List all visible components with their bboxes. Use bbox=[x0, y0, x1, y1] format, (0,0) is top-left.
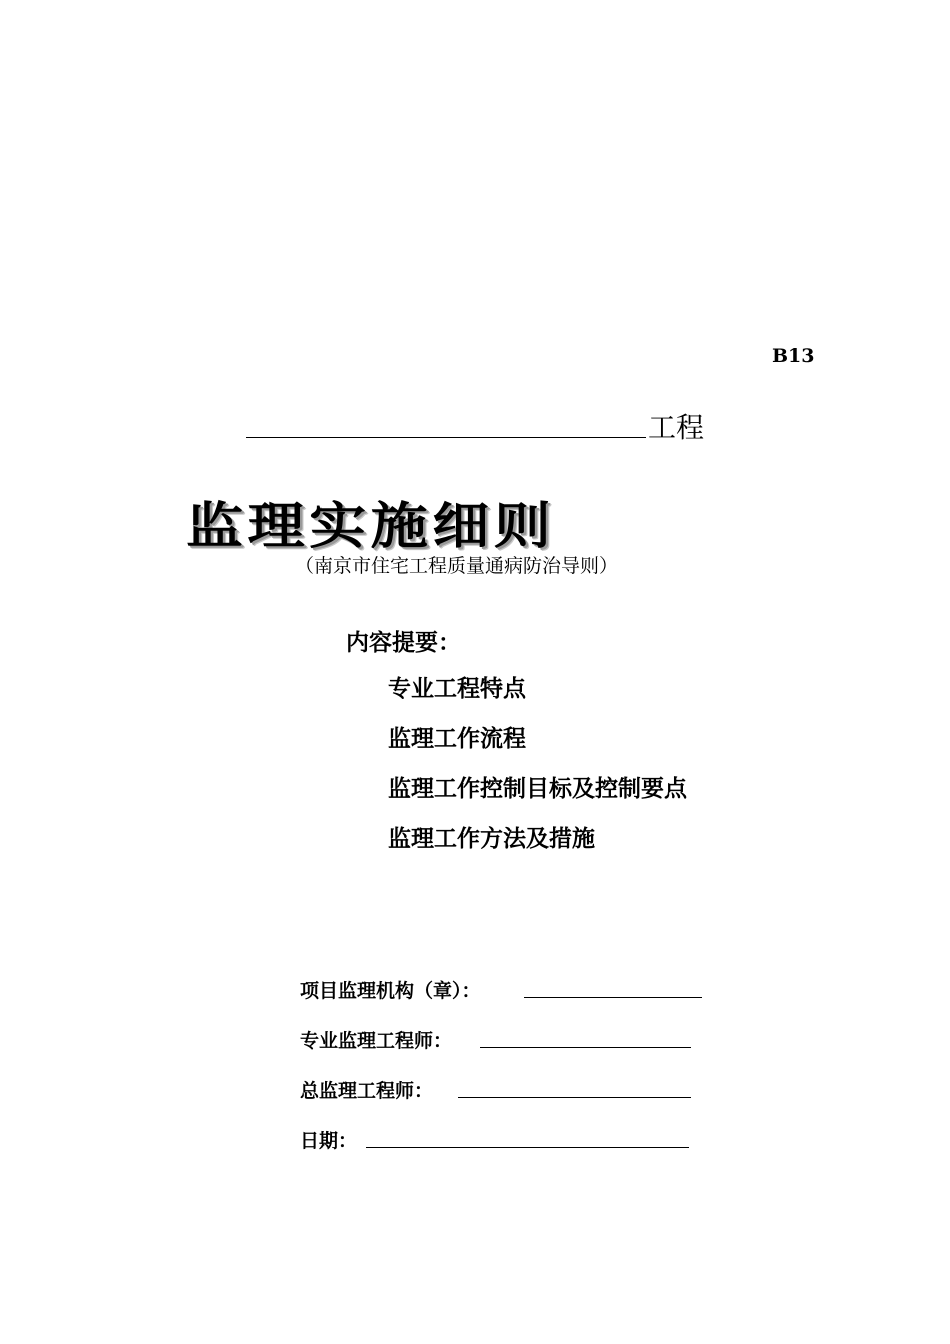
summary-heading: 内容提要： bbox=[346, 629, 461, 656]
signature-label-date: 日期： bbox=[300, 1130, 358, 1152]
signature-blank-specialist-engineer bbox=[480, 1047, 691, 1048]
summary-item: 监理工作方法及措施 bbox=[388, 825, 595, 852]
signature-label-institution: 项目监理机构（章）： bbox=[300, 980, 481, 1002]
document-title: 监理实施细则 bbox=[186, 497, 556, 555]
document-code: B13 bbox=[772, 345, 815, 367]
signature-label-specialist-engineer: 专业监理工程师： bbox=[300, 1030, 453, 1052]
summary-item: 专业工程特点 bbox=[388, 675, 526, 702]
document-subtitle: （南京市住宅工程质量通病防治导则） bbox=[295, 555, 619, 577]
project-name-blank bbox=[246, 437, 646, 438]
summary-item: 监理工作控制目标及控制要点 bbox=[388, 775, 687, 802]
project-suffix: 工程 bbox=[648, 411, 705, 444]
signature-blank-institution bbox=[524, 997, 702, 998]
summary-item: 监理工作流程 bbox=[388, 725, 526, 752]
signature-blank-date bbox=[366, 1147, 689, 1148]
summary-list bbox=[388, 674, 687, 874]
signature-blank-chief-engineer bbox=[458, 1097, 691, 1098]
signature-label-chief-engineer: 总监理工程师： bbox=[300, 1080, 434, 1102]
